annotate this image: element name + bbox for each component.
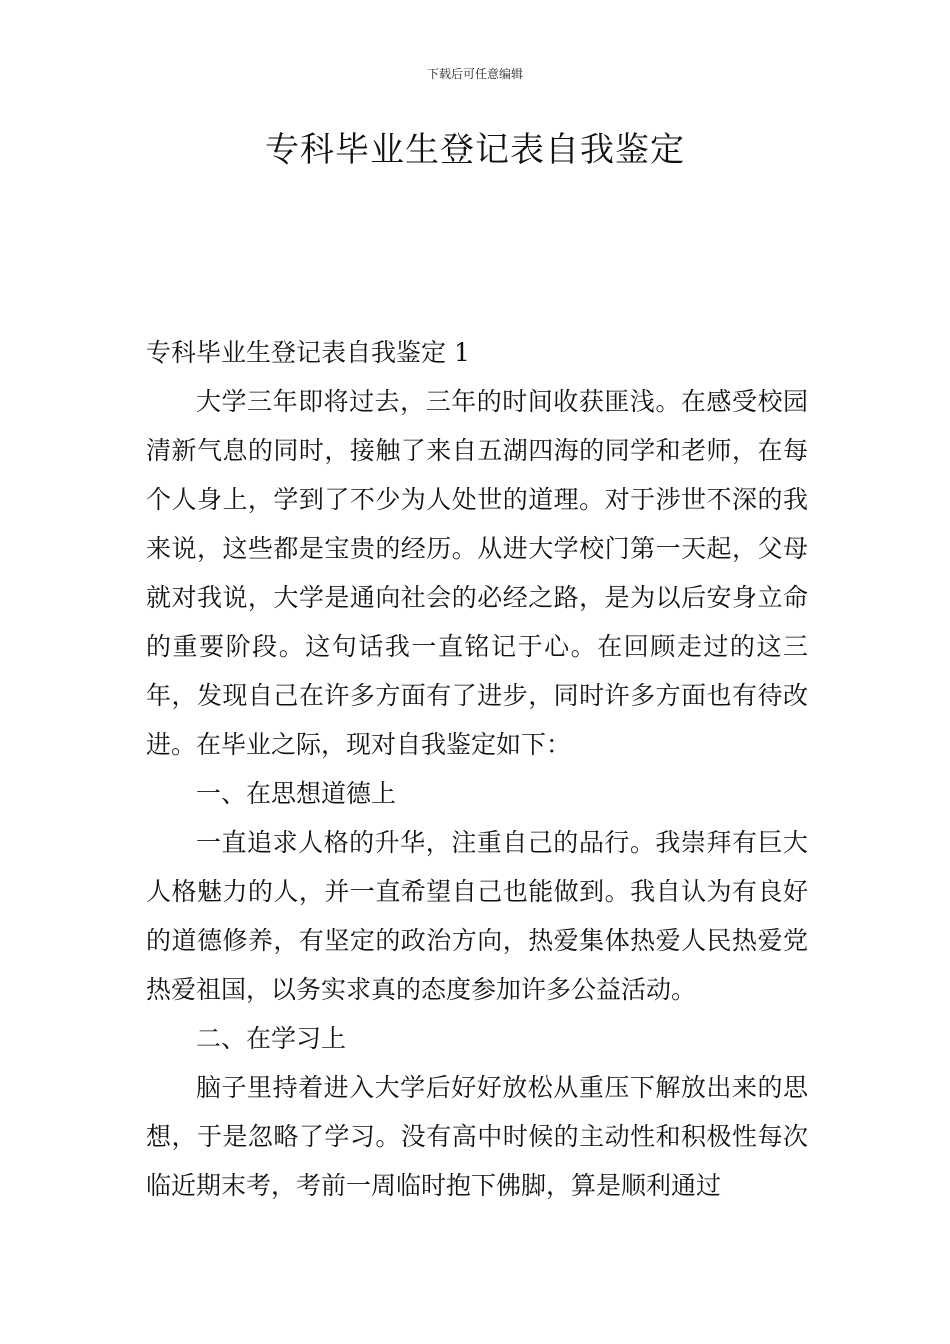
subheading-moral: 一、在思想道德上 — [196, 779, 397, 808]
intro-paragraph: 大学三年即将过去，三年的时间收获匪浅。在感受校园清新气息的同时，接触了来自五湖四海的同学和老师，在每个人身上，学到了不少为人处世的道理。对于涉世不深的我来说，这些都是宝贵的经历。从进大学校门第一天起，父母就对我说，大学是通向社会的必经之路，是为以后安身立命的重要阶段。这句话我一直铭记于心。在回顾走过的这三年，发现自己在许多方面有了进步，同时许多方面也有待改进。在毕业之际，现对自我鉴定如下： — [146, 387, 808, 759]
study-paragraph: 脑子里持着进入大学后好好放松从重压下解放出来的思想，于是忽略了学习。没有高中时候的主动性和积极性每次临近期末考，考前一周临时抱下佛脚，算是顺利通过 — [146, 1073, 808, 1200]
moral-paragraph: 一直追求人格的升华，注重自己的品行。我崇拜有巨大人格魅力的人，并一直希望自己也能做到。我自认为有良好的道德修养，有坚定的政治方向，热爱集体热爱人民热爱党热爱祖国，以务实求真的态度参加许多公益活动。 — [146, 828, 808, 1004]
document-body — [146, 328, 808, 1210]
document-title: 专科毕业生登记表自我鉴定 — [265, 130, 685, 170]
page-header-note: 下载后可任意编辑 — [426, 67, 523, 81]
subheading-study: 二、在学习上 — [196, 1024, 347, 1053]
section-heading: 专科毕业生登记表自我鉴定 1 — [146, 338, 470, 367]
